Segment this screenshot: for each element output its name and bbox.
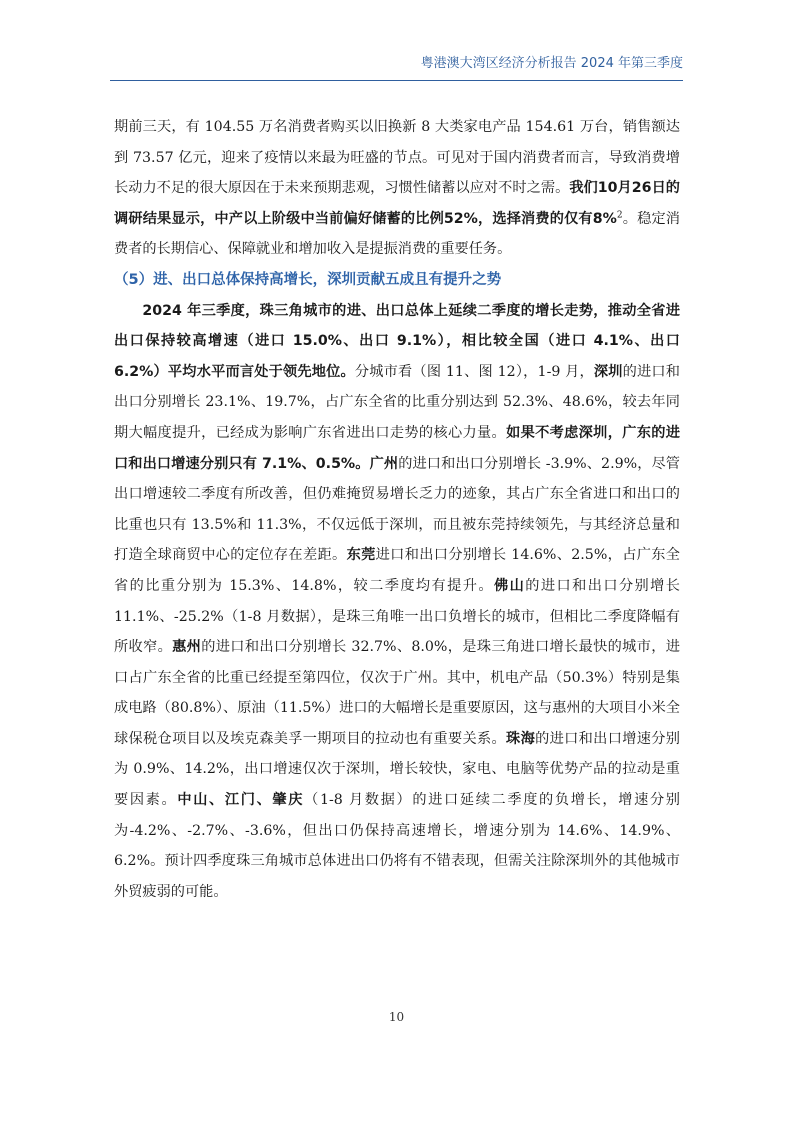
trade-text-huizhou: 的进口和出口分别增长 32.7%、8.0%，是珠三角进口增长最快的城市，进口占广东全省的比重已经提至第四位，仅次于广州。其中，机电产品（50.3%）特别是集成电路（80.8%）、原油（11.5%）进口的大幅增长是重要原因，这与惠州的大项目小米全球保税仓项目以及埃克森美孚一期项目的拉动也有重要关系。	[114, 639, 680, 747]
city-guangzhou: 广州	[369, 455, 399, 472]
trade-text-dongguan: 进口和出口分别增长 14.6%、2.5%，占广东全省的比重分别为 15.3%、14.8%，较二季度均有提升。	[114, 547, 680, 594]
trade-text-shenzhen: 的进口和出口分别增长 23.1%、19.7%，占广东全省的比重分别达到 52.3%、48.6%，较去年同期大幅度提升，已经成为影响广东省进出口走势的核心力量。	[114, 363, 680, 441]
trade-text-others: （1-8 月数据）的进口延续二季度的负增长，增速分别为-4.2%、-2.7%、-3.6%，但出口仍保持高速增长，增速分别为 14.6%、14.9%、6.2%。预计四季度珠三角城市总体进出口仍将有不错表现，但需关注除深圳外的其他城市外贸疲弱的可能。	[114, 792, 680, 900]
trade-excl-shenzhen: 如果不考虑深圳，广东的进口和出口增速分别只有 7.1%、0.5%。	[114, 424, 680, 472]
paragraph-consumption	[114, 112, 680, 265]
trade-summary: 2024 年三季度，珠三角城市的进、出口总体上延续二季度的增长走势，推动全省进出口保持较高增速（进口 15.0%、出口 9.1%），相比较全国（进口 4.1%、出口 6.2%）平均水平而言处于领先地位。	[114, 302, 680, 380]
consumption-conclusion: 。稳定消费者的长期信心、保障就业和增加收入是提振消费的重要任务。	[114, 210, 680, 258]
trade-text-1: 分城市看（图 11、图 12），1-9 月，	[354, 363, 594, 380]
survey-highlight: 我们10月26日的调研结果显示，中产以上阶级中当前偏好储蓄的比例52%，选择消费的仅有8%	[114, 180, 680, 227]
city-huizhou: 惠州	[172, 639, 202, 656]
trade-text-guangzhou: 的进口和出口分别增长 -3.9%、2.9%，尽管出口增速较二季度有所改善，但仍难掩贸易增长乏力的迹象，其占广东全省进口和出口的比重也只有 13.5%和 11.3%，不仅远低于深圳，而且被东莞持续领先，与其经济总量和打造全球商贸中心的定位存在差距。	[114, 455, 680, 564]
city-foshan: 佛山	[494, 577, 526, 594]
paragraph-trade	[114, 296, 680, 908]
city-zhongshan-jiangmen-zhaoqing: 中山、江门、肇庆	[177, 792, 305, 809]
consumption-text: 期前三天，有 104.55 万名消费者购买以旧换新 8 大类家电产品 154.61 万台，销售额达到 73.57 亿元，迎来了疫情以来最为旺盛的节点。可见对于国内消费者而言，导致消费增长动力不足的很大原因在于未来预期悲观，习惯性储蓄以应对不时之需。	[114, 119, 680, 197]
trade-text-zhuhai: 的进口和出口增速分别为 0.9%、14.2%，出口增速仅次于深圳，增长较快，家电、电脑等优势产品的拉动是重要因素。	[114, 730, 680, 809]
page-number: 10	[388, 1010, 405, 1024]
city-shenzhen: 深圳	[593, 363, 623, 380]
footnote-marker[interactable]: 2	[616, 210, 623, 221]
trade-text-foshan: 的进口和出口分别增长 11.1%、-25.2%（1-8 月数据），是珠三角唯一出口负增长的城市，但相比二季度降幅有所收窄。	[114, 577, 680, 656]
running-header: 粤港澳大湾区经济分析报告 2024 年第三季度	[420, 56, 683, 71]
city-dongguan: 东莞	[346, 547, 376, 564]
section-heading: （5）进、出口总体保持高增长，深圳贡献五成且有提升之势	[114, 271, 502, 288]
city-zhuhai: 珠海	[506, 730, 536, 747]
header-divider	[110, 80, 683, 81]
page-body	[114, 112, 680, 907]
